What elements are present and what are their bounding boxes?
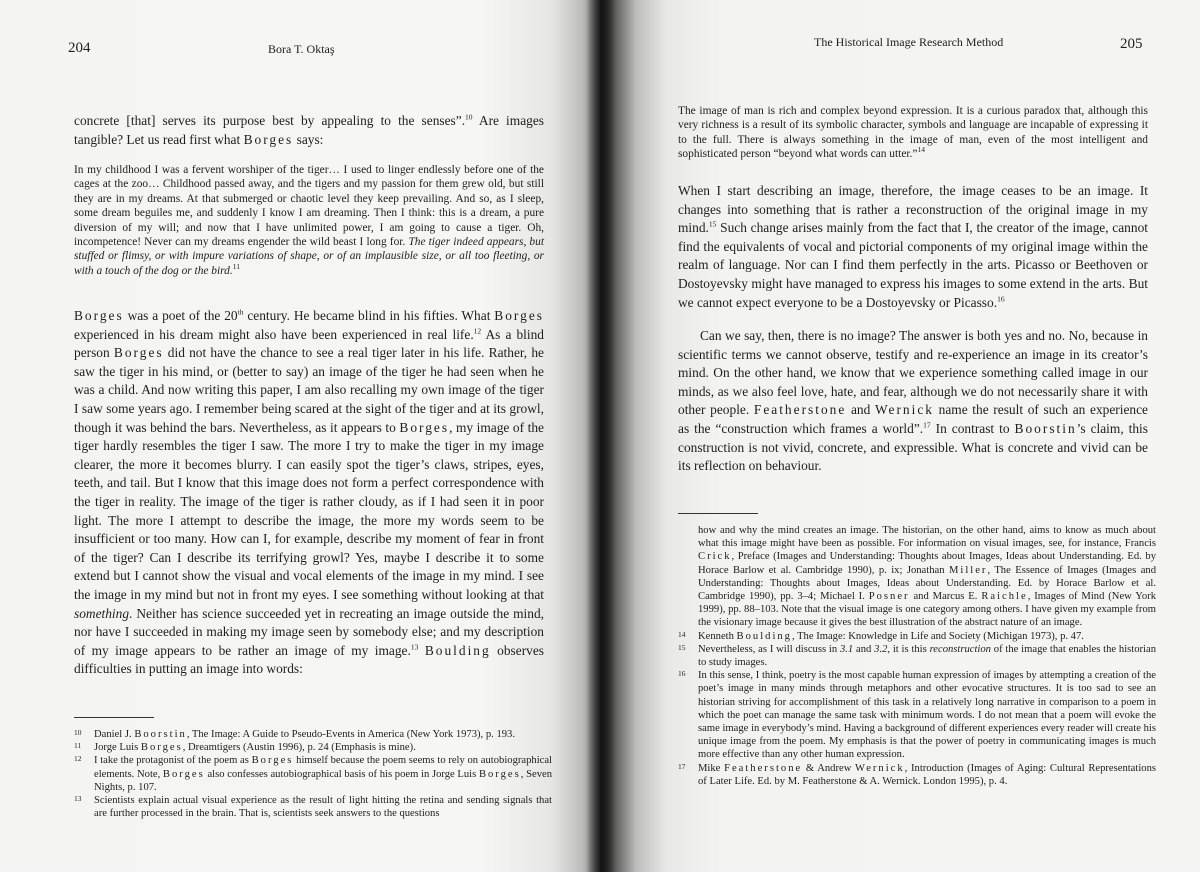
footnote-14: 14 Kenneth Boulding, The Image: Knowledge in Life and Society (Michigan 1973), p. 47. [678,629,1084,642]
right-page [600,0,1200,872]
running-head-right: The Historical Image Research Method [814,35,1004,49]
footnote-rule-right [678,513,758,514]
footnote-16: 16 In this sense, I think, poetry is the most capable human expression of images by attempting a creation of the poet’s image in many minds through metaphors and other evocative structures. It is too sad to see an historian striving for accomplishment of this task in a relatively long narrative in comparison to a poem in which the poet can manage the same task with minimum words. I do not mean that a poem will evoke the same image in everybody’s mind. Having a background of different experiences every reader will create his unique image from the poem. My emphasis is that the power of poetry in communicating images is much more effective than any other human expression. [678,669,1156,761]
running-head-left: Bora T. Oktaş [268,42,335,56]
intro-paragraph: concrete [that] serves its purpose best by appealing to the senses”.$^{10}$ Are images tangible? Let us read first what Borges says: [74,112,544,147]
book-gutter [586,0,616,872]
footnote-rule-left [74,717,154,718]
boulding-quote: The image of man is rich and complex beyond expression. It is a curious paradox that, although this very richness is a result of its symbolic character, symbols and language are incapable of expressing it to the full. There is always something in the image of man, even of the most intelligent and sophisticated person “beyond what words can utter.”$^{14}$ [678,105,1148,161]
right-paragraph-2: Can we say, then, there is no image? The answer is both yes and no. No, because in scientific terms we cannot observe, testify and re-experience an image in its creator’s mind. On the other hand, we know that we experience something called image in our minds, as we also feel love, hate, and fear, although we do not necessarily share it with other people. Featherstone and Wernick name the result of such an experience as the “construction which frames a world”.$^{17}$ In contrast to Boorstin’s claim, this construction is not vivid, concrete, and expressible. What is concrete and vivid can be its reflection on behaviour. [678,328,1149,474]
footnote-15: 15 Nevertheless, as I will discuss in 3.1 and 3.2, it is this reconstruction of the image that enables the historian to study images. [678,642,1156,669]
borges-quote: In my childhood I was a fervent worshiper of the tiger… I used to linger endlessly before one of the cages at the zoo… Childhood passed away, and the tigers and my passion for them grew old, but still they are in my dreams. At that submerged or chaotic level they keep prevailing. And so, as I sleep, some dream beguiles me, and suddenly I know I am dreaming. Then I think: this is a dream, a pure diversion of my will; and now that I have unlimited power, I am going to cause a tiger. Oh, incompetence! Never can my dreams engender the wild beast I long for. The tiger indeed appears, but stuffed or flimsy, or with impure variations of shape, or of an implausible size, or all too fleeting, or with a touch of the dog or the bird.$^{11}$ [74,164,544,277]
page-number-right: 205 [1120,36,1143,52]
footnote-10: 10 Daniel J. Boorstin, The Image: A Guide to Pseudo-Events in America (New York 1973), p. 193. [74,728,515,740]
right-paragraph-1: When I start describing an image, therefore, the image ceases to be an image. It changes into something that is rather a reconstruction of the original image in my mind.$^{15}$ Such change arises mainly from the fact that I, the creator of the image, cannot find the equivalents of vocal and pictorial components of my original image within the realm of language. Nor can I find them perfectly in the arts. Picasso or Beethoven or Dostoyevsky might have managed to express his images to some extend in the arts. But we cannot expect everyone to be a Dostoyevsky or Picasso.$^{16}$ [678,183,1148,310]
main-paragraph: Borges was a poet of the 20th century. He became blind in his fifties. What Borges experienced in his dream might also have been experienced in real life.$^{12}$ As a blind person Borges did not have the chance to see a real tiger later in his life. Rather, he saw the tiger in his mind, or (better to say) an image of the tiger he had seen when he was a child. And now writing this paper, I am also recalling my own image of the tiger I saw some years ago. I remember being scared at the sight of the tiger and at its growl, though it was behind the bars. Nevertheless, as it appears to Borges, my image of the tiger hardly resembles the tiger I saw. The more I try to make the tiger in my image clearer, the more it becomes blurry. I can easily spot the tiger’s claws, stripes, eyes, teeth, and tail. But I know that this image does not form a perfect correspondence with the tiger in reality. The image of the tiger is rather cloudy, as if I had seen it in poor light. The more I attempt to describe the image, the more my words seem to be insufficient or too many. How can I, for example, describe my moment of fear in front of the tiger? Can I describe its terrifying growl? Yes, maybe I describe it to some extend but I cannot show the visual and vocal elements of the image in my mind. I see the image in my mind but not in front my eyes. I see something without looking at that something. Neither has science succeeded yet in recreating an image outside the mind, nor have I succeeded in making my image seen by somebody else; and my description of my image appears to be rather an image of my image.$^{13}$ Boulding observes difficulties in putting an image into words: [74,307,544,677]
footnote-17: 17 Mike Featherstone & Andrew Wernick, Introduction (Images of Aging: Cultural Representations of Later Life. Ed. by M. Featherstone & A. Wernick. London 1995), p. 4. [678,761,1156,787]
footnote-11: 11 Jorge Luis Borges, Dreamtigers (Austin 1996), p. 24 (Emphasis is mine). [74,741,416,754]
footnotes-right [678,524,1156,788]
footnotes-left [74,728,552,820]
footnote-13: 13 Scientists explain actual visual experience as the result of light hitting the retina and sending signals that are further processed in the brain. That is, scientists seek answers to the questions [74,794,552,820]
page-number-left: 204 [68,40,91,56]
footnote-13-continuation: how and why the mind creates an image. The historian, on the other hand, aims to know as much about what this image might have been as possible. For information on visual images, see, for instance, Francis Crick, Preface (Images and Understanding: Thoughts about Images, Ideas about Understanding. Ed. by Horace Barlow et al. Cambridge 1990), p. ix; Jonathan Miller, The Essence of Images (Images and Understanding: Thoughts about Images, Ideas about Understanding. Ed. by Horace Barlow et al. Cambridge 1990), pp. 3–4; Michael I. Posner and Marcus E. Raichle, Images of Mind (New York 1999), pp. 88–103. Note that the visual image is one category among others. I have given my example from the visionary image because it gives the best illustration of the abstract nature of an image. [698,525,1156,629]
footnote-12: 12 I take the protagonist of the poem as Borges himself because the poem seems to rely on autobiographical elements. Note, Borges also confesses autobiographical basis of his poem in Jorge Luis Borges, Seven Nights, p. 107. [74,754,552,793]
